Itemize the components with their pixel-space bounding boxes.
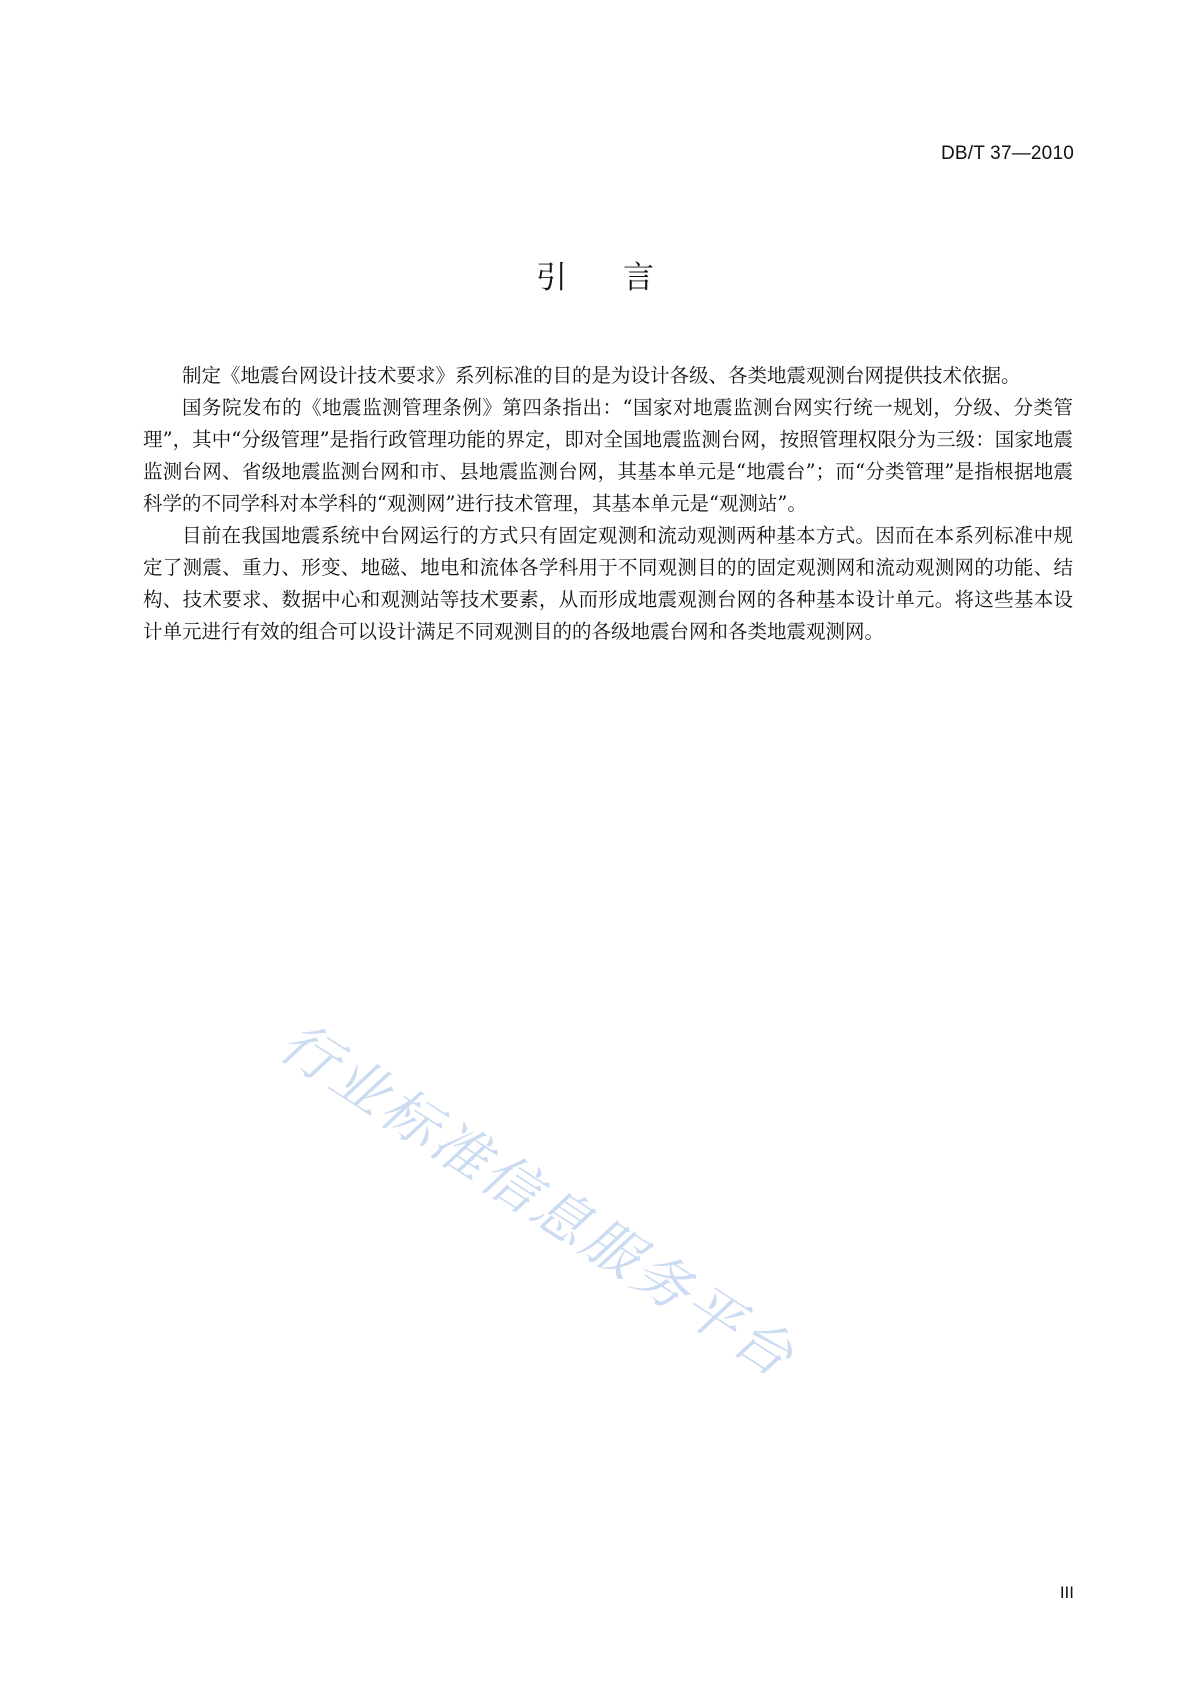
body-text xyxy=(143,360,1073,648)
paragraph-operation-modes: 目前在我国地震系统中台网运行的方式只有固定观测和流动观测两种基本方式。因而在本系列标准中规定了测震、重力、形变、地磁、地电和流体各学科用于不同观测目的的固定观测网和流动观测网的功能、结构、技术要求、数据中心和观测站等技术要素，从而形成地震观测台网的各种基本设计单元。将这些基本设计单元进行有效的组合可以设计满足不同观测目的的各级地震台网和各类地震观测网。 xyxy=(143,524,1073,643)
paragraph-purpose: 制定《地震台网设计技术要求》系列标准的目的是为设计各级、各类地震观测台网提供技术依据。 xyxy=(182,364,1021,387)
section-title: 引言 xyxy=(536,260,710,296)
watermark: 行业标准信息服务平台 xyxy=(268,1010,807,1392)
paragraph-regulation: 国务院发布的《地震监测管理条例》第四条指出：“国家对地震监测台网实行统一规划，分级、分类管理”，其中“分级管理”是指行政管理功能的界定，即对全国地震监测台网，按照管理权限分为三级：国家地震监测台网、省级地震监测台网和市、县地震监测台网，其基本单元是“地震台”；而“分类管理”是指根据地震科学的不同学科对本学科的“观测网”进行技术管理，其基本单元是“观测站”。 xyxy=(143,396,1073,515)
page-number: III xyxy=(1059,1583,1074,1602)
standard-code: DB/T 37—2010 xyxy=(940,143,1074,164)
